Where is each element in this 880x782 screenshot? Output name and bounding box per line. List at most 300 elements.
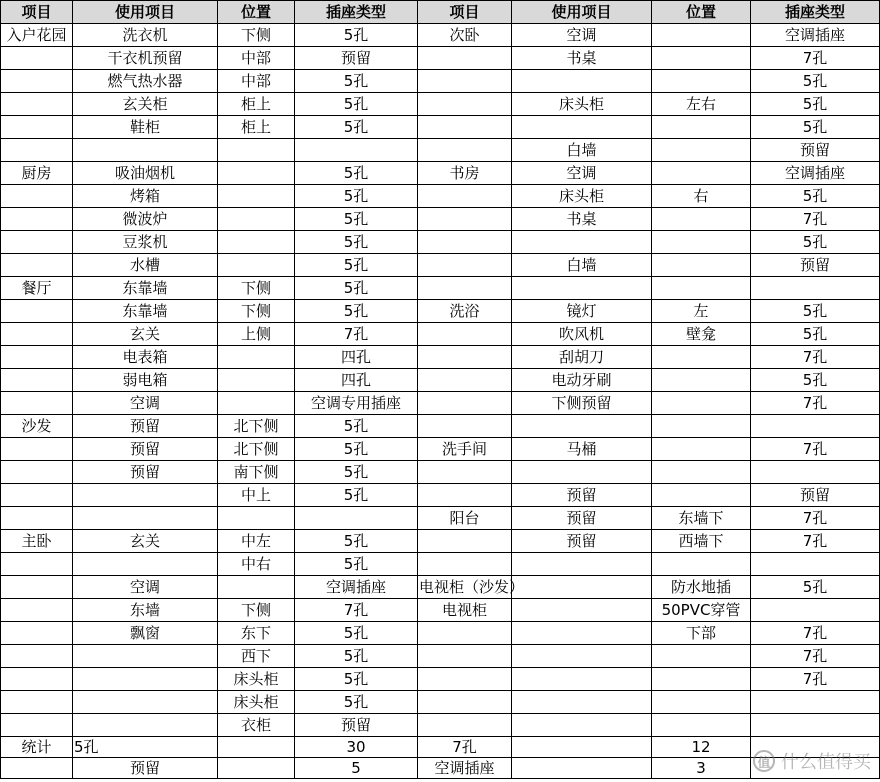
cell-socket-type: 5孔 xyxy=(295,277,418,300)
cell-item: 预留 xyxy=(73,461,218,484)
cell-area xyxy=(418,208,512,231)
table-row xyxy=(1,530,880,553)
cell-item xyxy=(512,277,652,300)
cell-position: 北下侧 xyxy=(218,415,295,438)
watermark-text: 什么值得买 xyxy=(781,752,871,773)
table-row xyxy=(1,346,880,369)
cell-position xyxy=(652,415,751,438)
cell-area xyxy=(1,392,73,415)
cell-position: 中左 xyxy=(218,530,295,553)
table-row xyxy=(1,714,880,737)
table-row xyxy=(1,185,880,208)
cell-area xyxy=(418,553,512,576)
table-row xyxy=(1,162,880,185)
cell-position xyxy=(218,392,295,415)
cell-item: 书桌 xyxy=(512,208,652,231)
cell-item: 电动牙刷 xyxy=(512,369,652,392)
cell-position xyxy=(652,553,751,576)
cell-socket-type xyxy=(295,139,418,162)
cell-item: 空调 xyxy=(512,24,652,47)
cell-position: 柜上 xyxy=(218,93,295,116)
cell-position: 中右 xyxy=(218,553,295,576)
cell-socket-type: 5孔 xyxy=(751,116,880,139)
total-row xyxy=(1,758,880,779)
cell-socket-type: 5孔 xyxy=(295,668,418,691)
cell-item: 鞋柜 xyxy=(73,116,218,139)
cell-position: 床头柜 xyxy=(218,668,295,691)
cell-position: 中部 xyxy=(218,47,295,70)
table-row xyxy=(1,231,880,254)
cell-area xyxy=(1,599,73,622)
cell-position: 下侧 xyxy=(218,277,295,300)
cell-item xyxy=(512,461,652,484)
cell-area xyxy=(1,116,73,139)
cell-item xyxy=(512,576,652,599)
cell-area: 入户花园 xyxy=(1,24,73,47)
table-row xyxy=(1,323,880,346)
cell-item: 玄关 xyxy=(73,530,218,553)
cell-item xyxy=(512,737,652,758)
cell-socket-type xyxy=(751,277,880,300)
cell-socket-type: 5孔 xyxy=(295,93,418,116)
cell-socket-type: 7孔 xyxy=(751,208,880,231)
cell-area xyxy=(418,139,512,162)
cell-area xyxy=(1,70,73,93)
cell-area xyxy=(1,507,73,530)
cell-area xyxy=(418,231,512,254)
cell-area xyxy=(1,346,73,369)
header-socket-type-right: 插座类型 xyxy=(751,1,880,24)
cell-area xyxy=(418,254,512,277)
cell-position xyxy=(652,162,751,185)
table-row xyxy=(1,599,880,622)
cell-area xyxy=(418,392,512,415)
cell-item: 预留 xyxy=(73,415,218,438)
cell-item: 下侧预留 xyxy=(512,392,652,415)
cell-position: 西墙下 xyxy=(652,530,751,553)
cell-socket-type: 30 xyxy=(295,737,418,758)
cell-socket-type: 5孔 xyxy=(295,254,418,277)
cell-item: 预留 xyxy=(73,438,218,461)
cell-position: 床头柜 xyxy=(218,691,295,714)
cell-socket-type: 5孔 xyxy=(295,300,418,323)
cell-socket-type: 5孔 xyxy=(295,645,418,668)
cell-area xyxy=(1,714,73,737)
cell-item xyxy=(512,758,652,779)
cell-position: 50PVC穿管 xyxy=(652,599,751,622)
cell-area: 洗手间 xyxy=(418,438,512,461)
cell-socket-type xyxy=(751,461,880,484)
table-row xyxy=(1,576,880,599)
cell-socket-type xyxy=(751,758,880,779)
cell-area xyxy=(1,645,73,668)
cell-area: 次卧 xyxy=(418,24,512,47)
cell-position: 右 xyxy=(652,185,751,208)
cell-socket-type: 5孔 xyxy=(295,484,418,507)
cell-area xyxy=(1,484,73,507)
cell-item: 豆浆机 xyxy=(73,231,218,254)
cell-socket-type xyxy=(751,415,880,438)
cell-socket-type: 5孔 xyxy=(295,231,418,254)
cell-area xyxy=(418,93,512,116)
table-row xyxy=(1,116,880,139)
cell-socket-type: 5孔 xyxy=(295,461,418,484)
cell-socket-type xyxy=(751,691,880,714)
cell-position xyxy=(652,438,751,461)
cell-position xyxy=(218,231,295,254)
table-row xyxy=(1,415,880,438)
cell-area: 主卧 xyxy=(1,530,73,553)
table-row xyxy=(1,645,880,668)
cell-position: 下部 xyxy=(652,622,751,645)
cell-position: 下侧 xyxy=(218,24,295,47)
cell-item xyxy=(512,415,652,438)
watermark-logo-icon: 值 xyxy=(753,750,775,772)
cell-item: 床头柜 xyxy=(512,93,652,116)
cell-socket-type: 7孔 xyxy=(751,530,880,553)
cell-item xyxy=(73,691,218,714)
cell-socket-type: 7孔 xyxy=(751,668,880,691)
cell-position xyxy=(652,668,751,691)
cell-area xyxy=(418,714,512,737)
cell-position xyxy=(652,47,751,70)
cell-socket-type: 5孔 xyxy=(295,438,418,461)
cell-item xyxy=(512,714,652,737)
table-row xyxy=(1,208,880,231)
cell-position: 3 xyxy=(652,758,751,779)
cell-area xyxy=(418,47,512,70)
cell-position: 壁龛 xyxy=(652,323,751,346)
cell-area xyxy=(418,346,512,369)
cell-area xyxy=(1,47,73,70)
cell-area: 洗浴 xyxy=(418,300,512,323)
cell-socket-type: 7孔 xyxy=(295,323,418,346)
header-item-right: 使用项目 xyxy=(512,1,652,24)
cell-position xyxy=(652,24,751,47)
cell-item: 空调 xyxy=(73,392,218,415)
cell-position: 左 xyxy=(652,300,751,323)
cell-socket-type: 5孔 xyxy=(295,116,418,139)
cell-area xyxy=(418,70,512,93)
total-row xyxy=(1,737,880,758)
cell-socket-type: 7孔 xyxy=(751,645,880,668)
cell-area: 书房 xyxy=(418,162,512,185)
cell-socket-type: 5孔 xyxy=(295,185,418,208)
cell-item: 水槽 xyxy=(73,254,218,277)
cell-area: 7孔 xyxy=(418,737,512,758)
table-row xyxy=(1,484,880,507)
cell-socket-type: 5孔 xyxy=(295,208,418,231)
cell-area xyxy=(1,93,73,116)
table-row xyxy=(1,392,880,415)
cell-area xyxy=(418,461,512,484)
cell-position xyxy=(218,369,295,392)
cell-area xyxy=(418,645,512,668)
cell-socket-type: 5孔 xyxy=(751,231,880,254)
cell-area xyxy=(418,369,512,392)
table-row xyxy=(1,139,880,162)
totals-section xyxy=(1,737,880,779)
cell-socket-type: 预留 xyxy=(295,714,418,737)
cell-item xyxy=(73,714,218,737)
cell-area xyxy=(418,668,512,691)
cell-position: 西下 xyxy=(218,645,295,668)
cell-socket-type: 5孔 xyxy=(295,622,418,645)
cell-area xyxy=(418,277,512,300)
cell-position xyxy=(652,392,751,415)
cell-item: 刮胡刀 xyxy=(512,346,652,369)
cell-position: 东墙下 xyxy=(652,507,751,530)
cell-position: 中上 xyxy=(218,484,295,507)
cell-socket-type: 四孔 xyxy=(295,346,418,369)
cell-position xyxy=(652,461,751,484)
cell-item xyxy=(512,691,652,714)
table-row xyxy=(1,254,880,277)
cell-item: 烤箱 xyxy=(73,185,218,208)
table-row xyxy=(1,24,880,47)
cell-socket-type: 5孔 xyxy=(751,576,880,599)
cell-item: 预留 xyxy=(512,530,652,553)
cell-position: 左右 xyxy=(652,93,751,116)
cell-position: 下侧 xyxy=(218,300,295,323)
cell-socket-type xyxy=(751,599,880,622)
cell-item xyxy=(73,645,218,668)
cell-item xyxy=(512,599,652,622)
cell-item xyxy=(512,622,652,645)
cell-item: 玄关 xyxy=(73,323,218,346)
cell-socket-type: 预留 xyxy=(295,47,418,70)
cell-socket-type: 5孔 xyxy=(295,553,418,576)
cell-item: 空调 xyxy=(512,162,652,185)
cell-position: 中部 xyxy=(218,70,295,93)
cell-area xyxy=(1,369,73,392)
cell-position xyxy=(218,737,295,758)
cell-item: 东墙 xyxy=(73,599,218,622)
cell-area xyxy=(418,116,512,139)
cell-position: 12 xyxy=(652,737,751,758)
cell-area xyxy=(1,668,73,691)
cell-socket-type: 空调插座 xyxy=(751,24,880,47)
cell-item: 5孔 xyxy=(73,737,218,758)
cell-socket-type xyxy=(751,553,880,576)
cell-position xyxy=(218,576,295,599)
cell-position xyxy=(218,254,295,277)
cell-item: 书桌 xyxy=(512,47,652,70)
cell-position xyxy=(652,116,751,139)
cell-position xyxy=(218,758,295,779)
cell-area xyxy=(1,139,73,162)
header-socket-type-left: 插座类型 xyxy=(295,1,418,24)
cell-item: 床头柜 xyxy=(512,185,652,208)
cell-area xyxy=(1,576,73,599)
cell-position xyxy=(652,208,751,231)
cell-item: 燃气热水器 xyxy=(73,70,218,93)
cell-socket-type: 四孔 xyxy=(295,369,418,392)
cell-socket-type xyxy=(751,737,880,758)
cell-area: 统计 xyxy=(1,737,73,758)
cell-position xyxy=(652,70,751,93)
cell-item xyxy=(512,116,652,139)
cell-socket-type: 7孔 xyxy=(751,507,880,530)
cell-socket-type: 5孔 xyxy=(295,24,418,47)
cell-socket-type: 5孔 xyxy=(751,300,880,323)
cell-socket-type: 5孔 xyxy=(295,530,418,553)
cell-item: 东靠墙 xyxy=(73,277,218,300)
cell-socket-type: 预留 xyxy=(751,139,880,162)
cell-position xyxy=(218,162,295,185)
table-row xyxy=(1,70,880,93)
cell-position: 防水地插 xyxy=(652,576,751,599)
header-position-right: 位置 xyxy=(652,1,751,24)
cell-area xyxy=(418,323,512,346)
cell-socket-type: 5孔 xyxy=(751,369,880,392)
cell-socket-type: 5孔 xyxy=(295,691,418,714)
cell-position: 南下侧 xyxy=(218,461,295,484)
cell-item xyxy=(73,507,218,530)
cell-position xyxy=(652,369,751,392)
cell-area xyxy=(1,231,73,254)
cell-position: 东下 xyxy=(218,622,295,645)
cell-item: 预留 xyxy=(73,758,218,779)
cell-item xyxy=(512,231,652,254)
cell-area: 餐厅 xyxy=(1,277,73,300)
table-header xyxy=(1,1,880,24)
cell-area xyxy=(1,300,73,323)
cell-position xyxy=(218,139,295,162)
cell-item: 微波炉 xyxy=(73,208,218,231)
cell-position xyxy=(652,645,751,668)
cell-item xyxy=(512,553,652,576)
cell-position: 上侧 xyxy=(218,323,295,346)
table-body xyxy=(1,24,880,737)
table-row xyxy=(1,300,880,323)
table-row xyxy=(1,47,880,70)
header-area-left: 项目 xyxy=(1,1,73,24)
cell-position xyxy=(652,691,751,714)
cell-item: 电表箱 xyxy=(73,346,218,369)
cell-area xyxy=(1,438,73,461)
cell-position xyxy=(218,185,295,208)
cell-socket-type: 空调专用插座 xyxy=(295,392,418,415)
cell-area xyxy=(418,415,512,438)
table-row xyxy=(1,622,880,645)
table-row xyxy=(1,369,880,392)
cell-item: 吸油烟机 xyxy=(73,162,218,185)
header-position-left: 位置 xyxy=(218,1,295,24)
cell-area: 空调插座 xyxy=(418,758,512,779)
cell-area xyxy=(418,622,512,645)
cell-item: 玄关柜 xyxy=(73,93,218,116)
cell-position xyxy=(652,277,751,300)
cell-socket-type: 7孔 xyxy=(751,346,880,369)
cell-area: 电视柜（沙发） xyxy=(418,576,512,599)
cell-position: 柜上 xyxy=(218,116,295,139)
cell-socket-type: 5孔 xyxy=(295,162,418,185)
cell-item: 白墙 xyxy=(512,139,652,162)
cell-item xyxy=(512,668,652,691)
cell-item xyxy=(73,553,218,576)
header-item-left: 使用项目 xyxy=(73,1,218,24)
cell-socket-type: 7孔 xyxy=(751,622,880,645)
cell-item: 预留 xyxy=(512,484,652,507)
table-row xyxy=(1,93,880,116)
cell-socket-type: 预留 xyxy=(751,484,880,507)
cell-item: 吹风机 xyxy=(512,323,652,346)
cell-item xyxy=(73,139,218,162)
cell-socket-type: 7孔 xyxy=(295,599,418,622)
cell-socket-type: 5孔 xyxy=(295,70,418,93)
table-row xyxy=(1,277,880,300)
cell-area xyxy=(1,323,73,346)
cell-area: 厨房 xyxy=(1,162,73,185)
cell-item: 飘窗 xyxy=(73,622,218,645)
table-row xyxy=(1,553,880,576)
cell-item: 弱电箱 xyxy=(73,369,218,392)
cell-area xyxy=(1,758,73,779)
cell-socket-type: 空调插座 xyxy=(751,162,880,185)
cell-position xyxy=(218,208,295,231)
cell-position xyxy=(218,507,295,530)
cell-item: 干衣机预留 xyxy=(73,47,218,70)
cell-position xyxy=(652,484,751,507)
cell-area xyxy=(1,254,73,277)
cell-item xyxy=(73,668,218,691)
cell-area xyxy=(418,484,512,507)
cell-area: 阳台 xyxy=(418,507,512,530)
header-row xyxy=(1,1,880,24)
cell-position: 衣柜 xyxy=(218,714,295,737)
cell-socket-type: 7孔 xyxy=(751,392,880,415)
cell-item xyxy=(512,645,652,668)
cell-item: 洗衣机 xyxy=(73,24,218,47)
cell-area xyxy=(418,691,512,714)
cell-area xyxy=(418,530,512,553)
cell-position xyxy=(652,346,751,369)
cell-item: 预留 xyxy=(512,507,652,530)
cell-socket-type: 空调插座 xyxy=(295,576,418,599)
cell-socket-type: 5孔 xyxy=(751,70,880,93)
cell-item xyxy=(512,70,652,93)
cell-area xyxy=(1,553,73,576)
cell-socket-type: 5孔 xyxy=(751,93,880,116)
table-row xyxy=(1,461,880,484)
cell-area xyxy=(1,461,73,484)
cell-socket-type: 5孔 xyxy=(751,323,880,346)
cell-area: 沙发 xyxy=(1,415,73,438)
cell-area xyxy=(1,185,73,208)
cell-area xyxy=(1,691,73,714)
cell-item: 空调 xyxy=(73,576,218,599)
cell-position xyxy=(652,231,751,254)
table-row xyxy=(1,668,880,691)
cell-position: 北下侧 xyxy=(218,438,295,461)
cell-socket-type xyxy=(295,507,418,530)
cell-position xyxy=(652,139,751,162)
cell-area xyxy=(418,185,512,208)
table-row xyxy=(1,438,880,461)
cell-socket-type: 7孔 xyxy=(751,47,880,70)
cell-socket-type: 7孔 xyxy=(751,438,880,461)
cell-position xyxy=(652,254,751,277)
cell-position xyxy=(652,714,751,737)
cell-item xyxy=(73,484,218,507)
cell-area xyxy=(1,208,73,231)
cell-socket-type: 5 xyxy=(295,758,418,779)
cell-position: 下侧 xyxy=(218,599,295,622)
cell-socket-type: 5孔 xyxy=(295,415,418,438)
cell-area xyxy=(1,622,73,645)
cell-item: 镜灯 xyxy=(512,300,652,323)
